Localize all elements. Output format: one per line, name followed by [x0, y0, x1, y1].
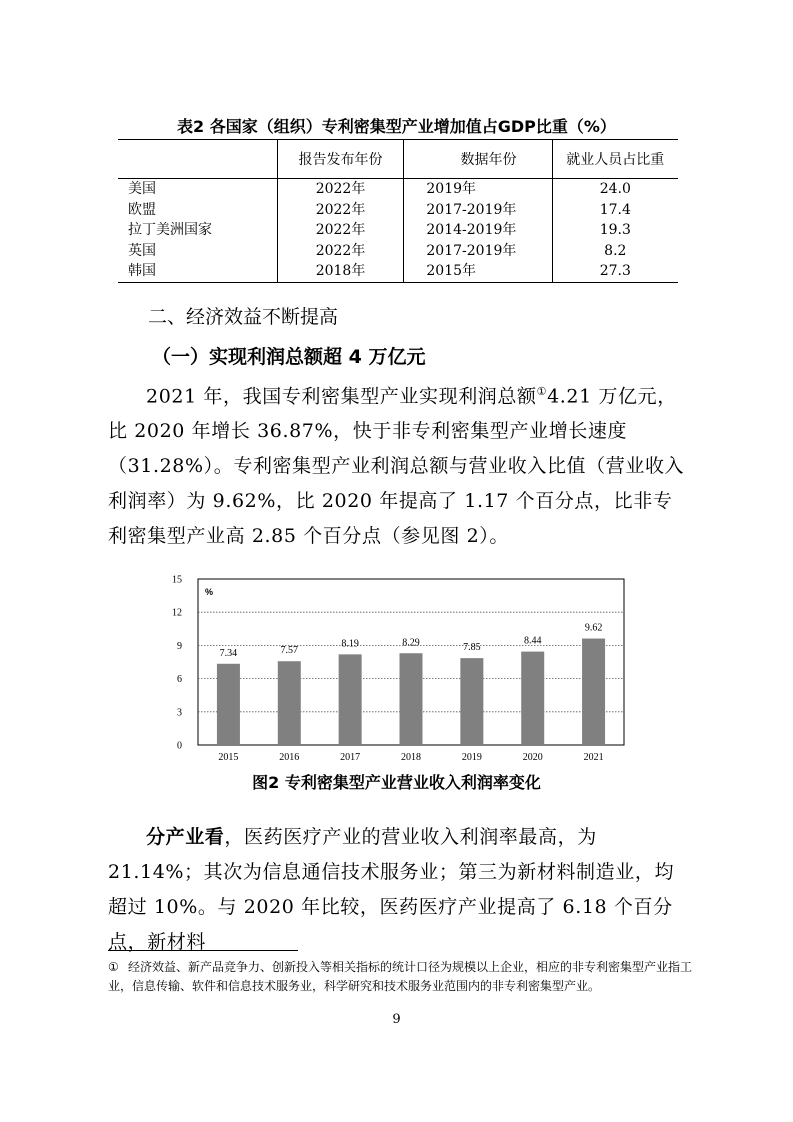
table-cell: 17.4 — [552, 200, 678, 221]
x-tick-label: 2019 — [461, 752, 482, 763]
data-label: 9.62 — [584, 622, 603, 634]
table-cell: 2022年 — [277, 241, 404, 262]
table-cell: 2015年 — [404, 261, 552, 282]
table-row — [118, 261, 678, 282]
bar — [217, 664, 240, 745]
table-cell: 2022年 — [277, 220, 404, 241]
footnote-mark: ① — [108, 960, 119, 974]
paragraph-profit — [108, 374, 688, 554]
profit-margin-bar-chart — [150, 565, 640, 765]
data-label: 7.85 — [463, 642, 481, 654]
x-tick-label: 2018 — [401, 752, 421, 763]
page-number: 9 — [392, 1012, 401, 1027]
footnote-reference: ① — [536, 385, 548, 398]
x-tick-label: 2017 — [340, 752, 361, 763]
table-cell: 2022年 — [277, 200, 404, 221]
x-tick-label: 2021 — [583, 752, 604, 763]
data-label: 8.29 — [402, 637, 420, 649]
paragraph-lead: 分产业看 — [146, 826, 225, 848]
figure-caption: 图2 专利密集型产业营业收入利润率变化 — [252, 773, 541, 792]
table-row — [118, 241, 678, 262]
y-tick-label: 6 — [177, 674, 182, 686]
footnote — [108, 958, 693, 996]
table-cell: 韩国 — [118, 261, 277, 282]
x-tick-label: 2015 — [218, 752, 239, 763]
table-header-cell — [118, 140, 277, 179]
table-cell: 2014-2019年 — [404, 220, 552, 241]
bar — [339, 654, 362, 745]
bar — [460, 658, 483, 745]
table-cell: 2017-2019年 — [404, 200, 552, 221]
paragraph-industry — [108, 820, 688, 960]
x-tick-label: 2020 — [522, 752, 543, 763]
table-cell: 24.0 — [552, 179, 678, 200]
table-body — [118, 179, 678, 283]
bar — [400, 653, 423, 745]
table-cell: 19.3 — [552, 220, 678, 241]
section-heading: 二、经济效益不断提高 — [148, 306, 339, 328]
paragraph-text: 4.21 万亿元，比 2020 年增长 36.87%，快于非专利密集型产业增长速度（31.28%）。专利密集型产业利润总额与营业收入比值（营业收入利润率）为 9.62%，比 2020 年提高了 1.17 个百分点，比非专利密集型产业高 2.85 个百分点（参见图 2）。 — [108, 385, 685, 548]
table-cell: 8.2 — [552, 241, 678, 262]
paragraph-text: 2021 年，我国专利密集型产业实现利润总额 — [146, 385, 537, 408]
table-header-cell: 报告发布年份 — [277, 140, 404, 179]
y-tick-label: 0 — [177, 740, 182, 752]
y-tick-label: 9 — [177, 640, 182, 652]
table-header-row — [118, 140, 678, 179]
data-label: 8.19 — [341, 638, 359, 650]
table-row — [118, 200, 678, 221]
x-tick-label: 2016 — [279, 752, 300, 763]
footnote-divider — [108, 950, 298, 951]
bar — [278, 661, 301, 745]
table-cell: 拉丁美洲国家 — [128, 222, 212, 238]
data-label: 8.44 — [523, 635, 542, 647]
bar — [582, 639, 605, 745]
y-tick-label: 12 — [172, 607, 182, 619]
table-cell: 27.3 — [552, 261, 678, 282]
footnote-text: 经济效益、新产品竞争力、创新投入等相关指标的统计口径为规模以上企业，相应的非专利密集型产业指工业，信息传输、软件和信息技术服务业，科学研究和技术服务业范围内的非专利密集型产业。 — [108, 960, 693, 993]
y-tick-label: 3 — [177, 707, 182, 719]
table-cell: 2018年 — [277, 261, 404, 282]
table-cell: 欧盟 — [128, 201, 156, 218]
subsection-heading: （一）实现利润总额超 4 万亿元 — [152, 346, 426, 368]
paragraph-text: ，医药医疗产业的营业收入利润率最高，为 21.14%；其次为信息通信技术服务业；第三为新材料制造业，均超过 10%。与 2020 年比较，医药医疗产业提高了 6.18 个百分点，新材料 — [108, 826, 675, 953]
table-cell: 2022年 — [277, 179, 404, 200]
y-unit-label: % — [205, 587, 214, 597]
table-cell: 2019年 — [404, 179, 552, 200]
table-cell: 英国 — [128, 242, 156, 259]
table-header-cell: 数据年份 — [404, 140, 552, 179]
data-label: 7.57 — [280, 645, 299, 657]
table-header-cell: 就业人员占比重 — [552, 140, 678, 179]
table-cell: 2017-2019年 — [404, 241, 552, 262]
table-caption: 表2 各国家（组织）专利密集型产业增加值占GDP比重（%） — [177, 117, 616, 136]
table-row — [118, 220, 678, 241]
bar — [521, 652, 544, 745]
table-cell: 美国 — [128, 181, 156, 197]
data-label: 7.34 — [219, 647, 238, 659]
gdp-share-table — [118, 139, 678, 283]
table-row — [118, 179, 678, 200]
y-tick-label: 15 — [172, 574, 182, 586]
